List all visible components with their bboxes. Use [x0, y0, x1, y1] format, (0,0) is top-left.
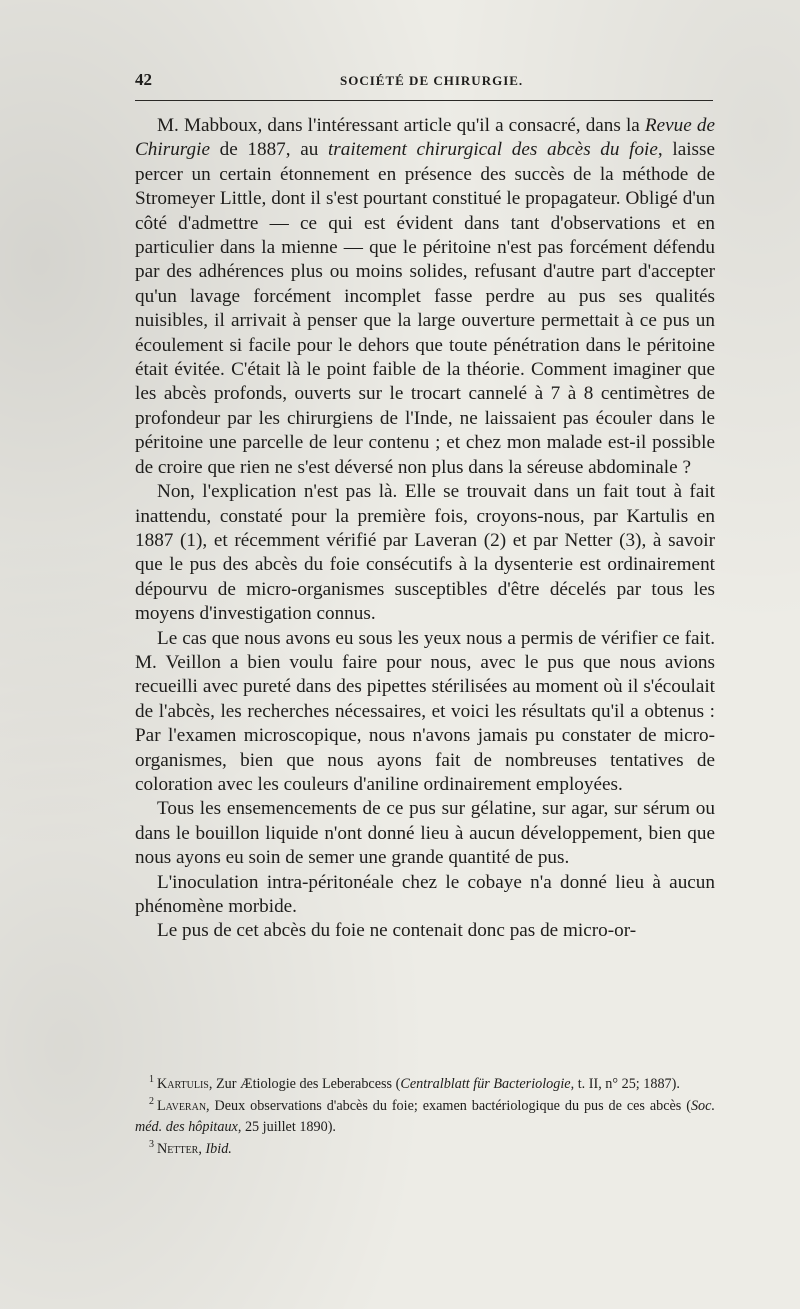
paragraph-2: Non, l'explication n'est pas là. Elle se trouvait dans un fait tout à fait inattendu, constaté pour la première fois, croyons-nous, par Kartulis en 1887 (1), et récemment vérifié par Laveran (2) et par Netter (3), à savoir que le pus des abcès du foie consécutifs à la dysenterie est ordinairement dépourvu de micro-organismes susceptibles d'être décelés par tous les moyens d'investigation connus. [135, 481, 715, 625]
footnote-author: Netter, [157, 1140, 202, 1157]
footnote-text: , 25 juillet 1890). [237, 1119, 336, 1135]
header-rule [135, 100, 713, 101]
p1-text-a: M. Mabboux, dans l'intéressant article qu'il a consacré, dans la [157, 115, 645, 136]
p1-text-b: de 1887, au [209, 139, 328, 161]
footnote-text: Deux observations d'abcès du foie; examen bactériologique du pus de ces abcès ( [209, 1097, 691, 1114]
page-number: 42 [135, 70, 152, 89]
footnote-author: Laveran, [157, 1097, 210, 1114]
running-title: SOCIÉTÉ DE CHIRURGIE. [340, 73, 524, 88]
footnotes [135, 1074, 715, 1160]
footnote-3 [135, 1139, 715, 1161]
body-text [135, 114, 715, 944]
paragraph-5: L'inoculation intra-péritonéale chez le cobaye n'a donné lieu à aucun phénomène morbide. [135, 871, 715, 917]
footnote-source: Ibid. [205, 1140, 232, 1157]
footnote-marker: 3 [149, 1138, 154, 1150]
paragraph-3: Le cas que nous avons eu sous les yeux nous a permis de vérifier ce fait. M. Veillon a bien voulu faire pour nous, avec le pus que nous avions recueilli avec pureté dans des pipettes stérilisées au moment où il s'écoulait de l'abcès, les recherches nécessaires, et voici les résultats qu'il a obtenus : Par l'examen microscopique, nous n'avons jamais pu constater de micro-organismes, bien que nous ayons fait de nombreuses tentatives de coloration avec les couleurs d'aniline ordinairement employées. [135, 627, 715, 795]
footnote-text: , t. II, n° 25; 1887). [570, 1076, 680, 1092]
paragraph-4: Tous les ensemencements de ce pus sur gélatine, sur agar, sur sérum ou dans le bouillon liquide n'ont donné lieu à aucun développement, bien que nous ayons eu soin de semer une grande quantité de pus. [135, 798, 715, 869]
footnote-source: Soc. méd. des hôpitaux [135, 1097, 715, 1135]
article-title: traitement chirurgical des abcès du foie [327, 139, 658, 161]
footnote-marker: 2 [149, 1095, 154, 1107]
footnote-text: Zur Ætiologie des Leberabcess ( [212, 1076, 401, 1092]
footnote-marker: 1 [149, 1074, 154, 1086]
paragraph-6: Le pus de cet abcès du foie ne contenait donc pas de micro-or- [157, 920, 637, 942]
footnote-1 [135, 1074, 715, 1096]
p1-text-c: , laisse percer un certain étonnement en présence des succès de la méthode de Stromeyer Little, dont il s'est pourtant constitué le propagateur. Obligé d'un côté d'admettre — ce qui est évident dans tant d'observations et en particulier dans la mienne — que le péritoine n'est pas forcément défendu par des adhérences plus ou moins solides, refusant d'autre part d'accepter qu'un lavage forcément incomplet fasse perdre au pus ses qualités nuisibles, il arrivait à penser que la large ouverture permettait à ce pus un écoulement si facile pour le dehors que toute pénétration dans le péritoine était évitée. C'était là le point faible de la théorie. Comment imaginer que les abcès profonds, ouverts sur le trocart cannelé à 7 à 8 centimètres de profondeur par les chirurgiens de l'Inde, ne laissaient pas écouler dans le péritoine une parcelle de leur contenu ; et chez mon malade est-il possible de croire que rien ne s'est déversé non plus dans la séreuse abdominale ? [135, 139, 715, 478]
paragraph-1 [135, 114, 715, 480]
footnote-source: Centralblatt für Bacteriologie [400, 1076, 571, 1092]
page-header [135, 70, 715, 96]
footnote-2 [135, 1096, 715, 1139]
footnote-author: Kartulis, [157, 1076, 213, 1092]
journal-title: Revue de Chirurgie [135, 115, 715, 161]
